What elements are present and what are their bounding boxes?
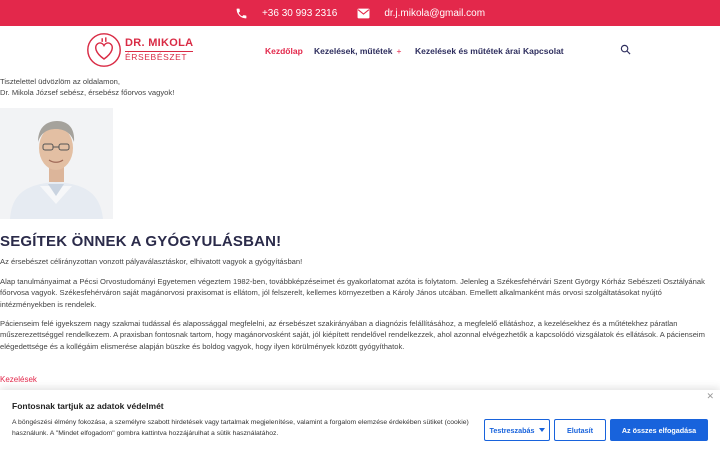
nav-item-treatments[interactable] bbox=[314, 46, 401, 56]
customize-button[interactable] bbox=[484, 419, 550, 441]
customize-button-label: Testreszabás bbox=[489, 425, 535, 435]
greeting bbox=[0, 76, 174, 99]
nav-item-contact[interactable]: Kapcsolat bbox=[523, 46, 564, 56]
intro-paragraph: Az érsebészet célirányzottan vonzott pályaválasztáskor, elhivatott vagyok a gyógyításban! bbox=[0, 257, 303, 266]
page-heading: SEGÍTEK ÖNNEK A GYÓGYULÁSBAN! bbox=[0, 233, 282, 250]
cookie-text: A böngészési élmény fokozása, a személyre szabott hirdetések vagy tartalmak megjelenítése, valamint a forgalom elemzése érdekében sütiket (cookie) használunk. A "Mindet elfogadom" gombra kattintva hozzájárulhat a sütik használatához. bbox=[12, 419, 469, 437]
education-paragraph: Alap tanulmányaimat a Pécsi Orvostudományi Egyetemen végeztem 1982-ben, továbbképzéseimet és gyakorlatomat azóta is folytatom. Jelenleg a Székesfehérvári Szent György Kórház Sebészeti Osztályának főorvosa vagyok. Székesfehérváron saját magánorvosi praxisomat is ellátom, jól felszerelt, kellemes környezetben a Károly János utcában. Emellett alkalmanként más orvosi szolgáltatásokat nyújtó intézményekben is rendelek. bbox=[0, 277, 705, 309]
cookie-title: Fontosnak tartjuk az adatok védelmét bbox=[12, 401, 164, 411]
practice-paragraph: Pácienseim felé igyekszem nagy szakmai tudással és alapossággal megfelelni, az érsebészet szakirányában a diagnózis felállításához, a megfelelő ellátáshoz, a kezelésekhez és a műtétekhez páratlan műszerezettséggel rendelkezem. A praxisban fontosnak tartom, hogy magánorvosként saját, jól kiépített rendelővel rendelkezzek, ahol azonnal elvégezhetők a kapcsolódó vizsgálatok és ellátások. A pácienseim elégedettsége és a kollégáim elismerése alapján büszke és boldog vagyok, hogy ilyen körülmények között gyógyíthatok. bbox=[0, 319, 705, 351]
nav-item-prices[interactable]: Kezelések és műtétek árai bbox=[415, 46, 521, 56]
email-address[interactable]: dr.j.mikola@gmail.com bbox=[384, 7, 486, 19]
greeting-line-1: Tisztelettel üdvözlöm az oldalamon, bbox=[0, 77, 121, 86]
phone-number[interactable]: +36 30 993 2316 bbox=[261, 7, 338, 19]
search-icon[interactable] bbox=[620, 44, 631, 55]
caret-down-icon bbox=[539, 428, 545, 432]
envelope-icon bbox=[357, 8, 370, 19]
logo-title: DR. MIKOLA bbox=[125, 37, 194, 50]
cookie-banner bbox=[0, 390, 720, 450]
close-icon[interactable]: ✕ bbox=[706, 391, 714, 401]
submenu-plus-icon[interactable]: + bbox=[396, 46, 402, 56]
heart-icon bbox=[86, 32, 122, 68]
site-logo[interactable] bbox=[86, 32, 193, 68]
phone-contact[interactable] bbox=[235, 7, 337, 20]
nav-item-treatments-label: Kezelések, műtétek bbox=[314, 46, 393, 56]
doctor-photo bbox=[0, 108, 113, 219]
nav-item-home[interactable]: Kezdőlap bbox=[265, 46, 303, 56]
phone-icon bbox=[235, 7, 248, 20]
site-header bbox=[0, 26, 720, 74]
treatments-link[interactable]: Kezelések bbox=[0, 375, 37, 384]
reject-button[interactable]: Elutasít bbox=[554, 419, 606, 441]
logo-subtitle: ÉRSEBÉSZET bbox=[125, 51, 193, 62]
contact-bar bbox=[0, 0, 720, 26]
greeting-line-2: Dr. Mikola József sebész, érsebész főorvos vagyok! bbox=[0, 88, 175, 98]
accept-all-button[interactable]: Az összes elfogadása bbox=[610, 419, 708, 441]
email-contact[interactable] bbox=[357, 8, 485, 19]
